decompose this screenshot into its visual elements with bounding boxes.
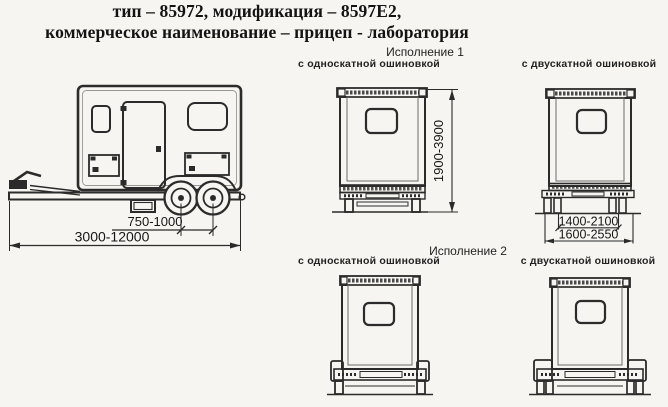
door-handle xyxy=(156,146,161,152)
rear-window xyxy=(364,303,394,325)
dim-height xyxy=(427,90,458,213)
title-line-2: коммерческое наименование – прицеп - лаборатория xyxy=(45,21,469,42)
rear-window xyxy=(366,109,397,133)
dual-wheels-right xyxy=(609,198,616,213)
rear-body xyxy=(549,98,631,186)
rear-view-exec2-single xyxy=(327,276,433,395)
execution2-label: Исполнение 2 xyxy=(429,244,507,258)
rear-body xyxy=(342,285,418,369)
dual-wheels-right xyxy=(627,381,634,394)
dual-wheels-left xyxy=(537,381,544,394)
dim-label-length: 3000-12000 xyxy=(74,228,150,245)
execution1-single-tire-label: с односкатной ошиновкой xyxy=(298,58,440,70)
execution2-dual-tire-label: с двускатной ошиновкой xyxy=(520,255,656,267)
dual-wheels-left xyxy=(544,198,551,213)
door-hinge-top xyxy=(121,106,127,111)
right-wheel-leg xyxy=(412,199,420,212)
underframe-box xyxy=(131,200,155,212)
dim-label-width: 1600-2550 xyxy=(558,227,619,242)
dim-label-wheelbase: 750-1000 xyxy=(127,214,183,229)
rear-view-exec1-single xyxy=(332,88,458,212)
execution1-dual-tire-label: с двускатной ошиновкой xyxy=(521,58,657,70)
door-hinge-bottom xyxy=(121,180,127,185)
rear-body xyxy=(552,287,628,369)
hitch-lever xyxy=(14,172,41,181)
rear-window xyxy=(577,110,606,133)
dim-label-height: 1900-3900 xyxy=(431,119,446,183)
title-line-1: тип – 85972, модификация – 8597Е2, xyxy=(112,1,402,21)
right-wheel-leg xyxy=(417,381,425,394)
rear-body xyxy=(340,97,425,186)
rear-window xyxy=(576,301,605,323)
execution2-single-tire-label: с односкатной ошиновкой xyxy=(298,255,440,267)
left-wheel-leg xyxy=(345,199,353,212)
rear-view-exec2-dual xyxy=(529,278,651,395)
execution1-label: Исполнение 1 xyxy=(386,45,464,59)
dim-label-track: 1400-2100 xyxy=(558,214,619,229)
left-wheel-leg xyxy=(335,381,343,394)
rear-view-exec1-dual xyxy=(535,89,641,244)
trailer-side-view xyxy=(9,86,245,251)
hitch-coupler xyxy=(9,180,27,189)
